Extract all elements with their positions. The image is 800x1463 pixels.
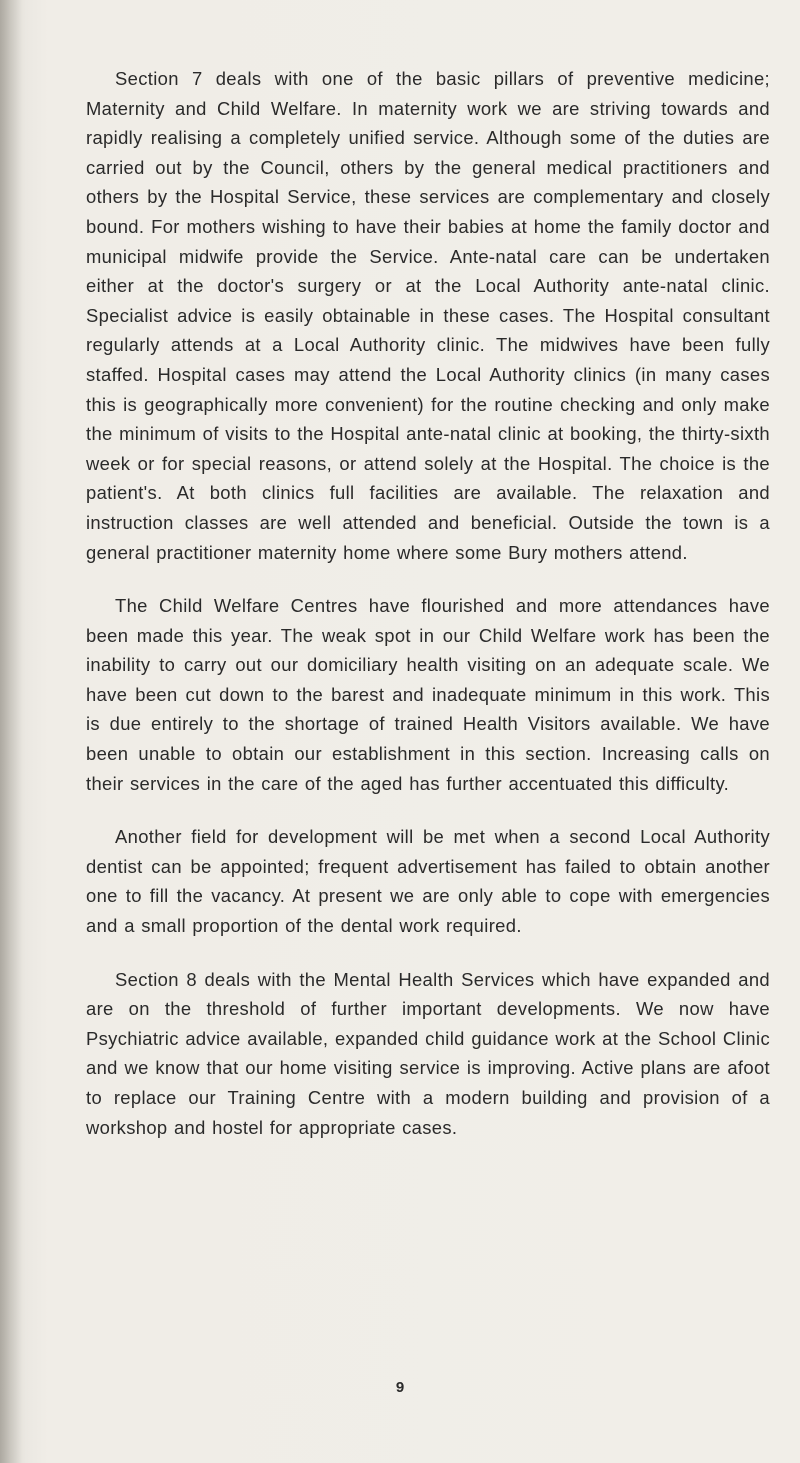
body-text: [86, 64, 770, 1142]
binding-shadow: [0, 0, 22, 1463]
page-number: 9: [395, 1379, 405, 1396]
paragraph-maternity: Section 7 deals with one of the basic pillars of preventive medicine; Maternity and Child Welfare. In maternity work we are striving towards and rapidly realising a completely unified service. Although some of the duties are carried out by the Council, others by the general medical practitioners and others by the Hospital Service, these services are complementary and closely bound. For mothers wishing to have their babies at home the family doctor and municipal midwife provide the Service. Ante-natal care can be undertaken either at the doctor's surgery or at the Local Authority ante-natal clinic. Specialist advice is easily obtainable in these cases. The Hospital consultant regularly attends at a Local Authority clinic. The midwives have been fully staffed. Hospital cases may attend the Local Authority clinics (in many cases this is geographically more convenient) for the routine checking and only make the minimum of visits to the Hospital ante-natal clinic at booking, the thirty-sixth week or for special reasons, or attend solely at the Hospital. The choice is the patient's. At both clinics full facilities are available. The relaxation and instruction classes are well attended and beneficial. Outside the town is a general practitioner maternity home where some Bury mothers attend.: [86, 68, 770, 563]
paragraph-child-welfare: The Child Welfare Centres have flourished and more attendances have been made this year. The weak spot in our Child Welfare work has been the inability to carry out our domiciliary health visiting on an adequate scale. We have been cut down to the barest and inadequate minimum in this work. This is due entirely to the shortage of trained Health Visitors available. We have been unable to obtain our establishment in this section. Increasing calls on their services in the care of the aged has further accentuated this difficulty.: [86, 595, 770, 794]
paragraph-mental-health: Section 8 deals with the Mental Health Services which have expanded and are on the threshold of further important developments. We now have Psychiatric advice available, expanded child guidance work at the School Clinic and we know that our home visiting service is improving. Active plans are afoot to replace our Training Centre with a modern building and provision of a workshop and hostel for appropriate cases.: [86, 968, 770, 1138]
paragraph-dental: Another field for development will be met when a second Local Authority dentist can be appointed; frequent advertisement has failed to obtain another one to fill the vacancy. At present we are only able to cope with emergencies and a small proportion of the dental work required.: [86, 826, 770, 937]
